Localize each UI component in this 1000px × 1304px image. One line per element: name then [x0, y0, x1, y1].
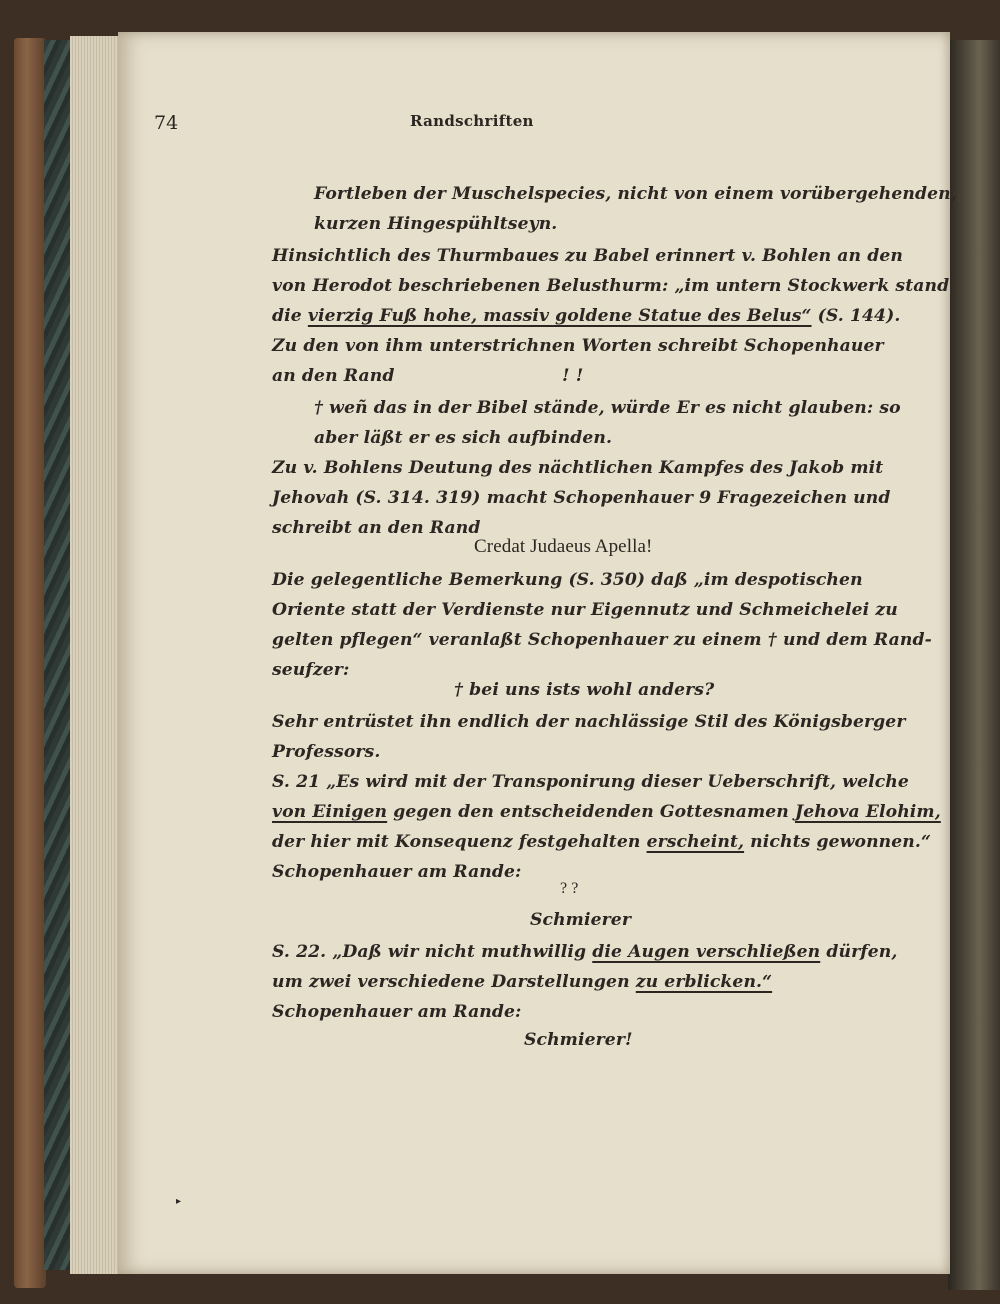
book-cover-left — [14, 38, 46, 1288]
running-head: Randschriften — [410, 112, 534, 130]
underlined-text: Jehova Elohim, — [794, 802, 941, 822]
text-line: Jehovah (S. 314. 319) macht Schopenhauer 9 Fragezeichen und — [272, 488, 891, 508]
text-line: Zu den von ihm unterstrichnen Worten schreibt Schopenhauer — [272, 336, 884, 356]
margin-question-marks: ? ? — [560, 880, 579, 897]
text-segment: (S. 144). — [811, 306, 901, 326]
text-line: Zu v. Bohlens Deutung des nächtlichen Kampfes des Jakob mit — [272, 458, 884, 478]
text-line: † weñ das in der Bibel stände, würde Er es nicht glauben: so — [314, 398, 901, 418]
text-segment: die — [272, 306, 308, 326]
text-line: von Herodot beschriebenen Belusthurm: „im untern Stockwerk stand — [272, 276, 950, 296]
text-line: Hinsichtlich des Thurmbaues zu Babel erinnert v. Bohlen an den — [272, 246, 903, 266]
text-line: Schopenhauer am Rande: — [272, 1002, 522, 1022]
text-line: kurzen Hingespühltseyn. — [314, 214, 558, 234]
latin-quote: Credat Judaeus Apella! — [474, 536, 653, 557]
text-line — [272, 832, 931, 852]
text-line: Oriente statt der Verdienste nur Eigennutz und Schmeichelei zu — [272, 600, 898, 620]
underlined-text: vierzig Fuß hohe, massiv goldene Statue des Belus“ — [307, 306, 812, 326]
text-line: schreibt an den Rand — [272, 518, 481, 538]
text-line — [272, 942, 897, 962]
text-line: aber läßt er es sich aufbinden. — [314, 428, 613, 448]
margin-note: Schmierer! — [524, 1030, 633, 1050]
text-segment: nichts gewonnen.“ — [744, 832, 931, 852]
underlined-text: von Einigen — [272, 802, 388, 822]
text-line: † bei uns ists wohl anders? — [454, 680, 715, 700]
text-segment: dürfen, — [820, 942, 898, 962]
underlined-text: zu erblicken.“ — [635, 972, 773, 992]
text-segment: gegen den entscheidenden Gottesnamen — [387, 802, 795, 822]
book-cover-right — [948, 40, 1000, 1290]
text-line: Fortleben der Muschelspecies, nicht von einem vorübergehenden, — [314, 184, 957, 204]
text-line — [272, 306, 900, 326]
text-line: an den Rand — [272, 366, 395, 386]
text-line: Die gelegentliche Bemerkung (S. 350) daß „im despotischen — [272, 570, 863, 590]
text-line: Sehr entrüstet ihn endlich der nachlässige Stil des Königsberger — [272, 712, 906, 732]
text-segment: S. 22. „Daß wir nicht muthwillig — [272, 942, 593, 962]
text-line: S. 21 „Es wird mit der Transponirung dieser Ueberschrift, welche — [272, 772, 909, 792]
text-line: seufzer: — [272, 660, 350, 680]
underlined-text: erscheint, — [646, 832, 745, 852]
pointer-mark-icon: ▸ — [176, 1196, 182, 1207]
margin-note: Schmierer — [530, 910, 631, 930]
underlined-text: die Augen verschließen — [592, 942, 821, 962]
text-segment: der hier mit Konsequenz festgehalten — [272, 832, 647, 852]
text-segment: um zwei verschiedene Darstellungen — [272, 972, 636, 992]
text-line: Professors. — [272, 742, 381, 762]
text-line: gelten pflegen“ veranlaßt Schopenhauer zu einem † und dem Rand- — [272, 630, 932, 650]
text-line — [272, 802, 941, 822]
margin-exclamations: ! ! — [562, 366, 584, 386]
text-line — [272, 972, 772, 992]
text-line: Schopenhauer am Rande: — [272, 862, 522, 882]
page-number: 74 — [154, 112, 179, 134]
